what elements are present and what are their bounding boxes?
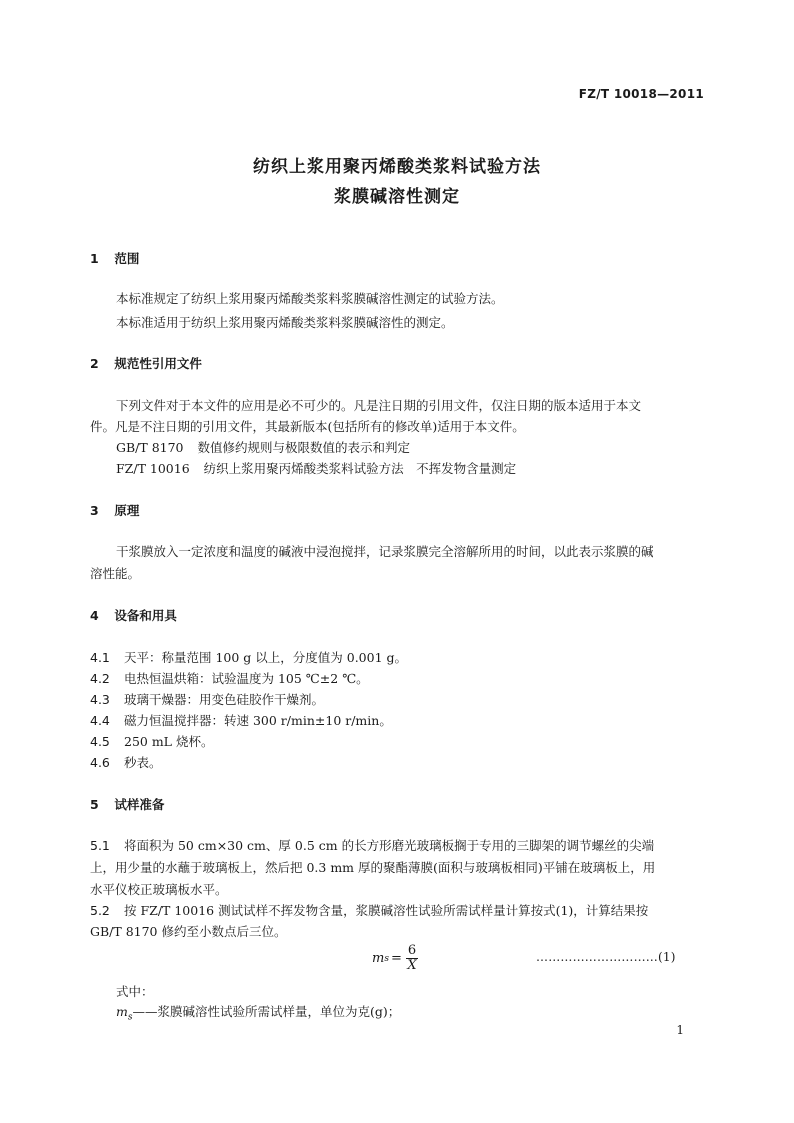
equipment-item [90,732,213,750]
formula-equals: = [390,951,402,966]
document-code: FZ/T 10018—2011 [578,87,704,101]
equipment-item [90,753,162,771]
paragraph-line: 上，用少量的水蘸于玻璃板上，然后把 0.3 mm 厚的聚酯薄膜(面积与玻璃板相同)平铺在玻璃板上，用 [90,860,656,875]
paragraph-line: 水平仪校正玻璃板水平。 [90,882,228,897]
paragraph: 本标准规定了纺织上浆用聚丙烯酸类浆料浆膜碱溶性测定的试验方法。 [116,291,504,306]
reference-code: FZ/T 10016 [116,461,190,476]
item-text: 电热恒温烘箱：试验温度为 105 ℃±2 ℃。 [124,671,369,686]
equipment-item [90,648,407,666]
formula-1 [372,944,418,973]
paragraph-line: 件。凡是不注日期的引用文件，其最新版本(包括所有的修改单)适用于本文件。 [90,419,525,434]
item-number: 4.6 [90,755,110,770]
document-title: 纺织上浆用聚丙烯酸类浆料试验方法 [253,157,541,177]
paragraph-line: 下列文件对于本文件的应用是必不可少的。凡是注日期的引用文件，仅注日期的版本适用于本文 [116,398,642,413]
formula-subscript: s [384,953,389,964]
variable-description: ——浆膜碱溶性试验所需试样量，单位为克(g)； [132,1004,401,1019]
clause-5-2-line [90,901,706,921]
equipment-item [90,669,369,687]
page-number: 1 [676,1023,684,1037]
reference-title: 纺织上浆用聚丙烯酸类浆料试验方法 不挥发物含量测定 [203,461,517,476]
where-label: 式中： [116,984,154,999]
normative-reference [116,438,716,458]
section-number: 2 [90,356,99,371]
clause-text: 将面积为 50 cm×30 cm、厚 0.5 cm 的长方形磨光玻璃板搁于专用的三脚架的调节螺丝的尖端 [124,838,655,853]
equipment-item [90,711,392,729]
section-number: 3 [90,503,99,518]
formula-symbol: m [372,951,385,966]
clause-number: 5.2 [90,903,110,918]
equation-number: …………………………(1) [536,950,676,964]
section-title: 范围 [114,251,140,266]
section-title: 试样准备 [114,797,165,812]
formula-fraction [406,944,418,973]
normative-reference [116,459,716,479]
variable-subscript: s [127,1012,133,1023]
section-4-heading [90,606,177,624]
section-number: 4 [90,608,99,623]
paragraph-line: 溶性能。 [90,566,141,581]
item-text: 250 mL 烧杯。 [124,734,214,749]
equipment-item [90,690,324,708]
item-text: 天平：称量范围 100 g 以上，分度值为 0.001 g。 [124,650,408,665]
reference-code: GB/T 8170 [116,440,184,455]
section-title: 规范性引用文件 [114,356,202,371]
variable-definition [116,1002,716,1028]
section-5-heading [90,795,164,813]
section-title: 设备和用具 [114,608,177,623]
section-3-heading [90,501,139,519]
reference-title: 数值修约规则与极限数值的表示和判定 [197,440,411,455]
item-number: 4.5 [90,734,110,749]
clause-text: 按 FZ/T 10016 测试试样不挥发物含量，浆膜碱溶性试验所需试样量计算按式(1)，计算结果按 [124,903,649,918]
item-number: 4.2 [90,671,110,686]
section-number: 5 [90,797,99,812]
item-text: 秒表。 [124,755,162,770]
document-subtitle: 浆膜碱溶性测定 [334,187,460,207]
item-text: 玻璃干燥器：用变色硅胶作干燥剂。 [124,692,325,707]
paragraph: 本标准适用于纺织上浆用聚丙烯酸类浆料浆膜碱溶性的测定。 [116,315,454,330]
paragraph-line: 干浆膜放入一定浓度和温度的碱液中浸泡搅拌，记录浆膜完全溶解所用的时间，以此表示浆膜的碱 [116,544,654,559]
fraction-denominator: X [407,958,417,973]
section-2-heading [90,354,202,372]
clause-number: 5.1 [90,838,110,853]
item-number: 4.4 [90,713,110,728]
item-text: 磁力恒温搅拌器：转速 300 r/min±10 r/min。 [124,713,392,728]
paragraph-line: GB/T 8170 修约至小数点后三位。 [90,924,287,939]
section-number: 1 [90,251,99,266]
fraction-numerator: 6 [407,943,417,958]
section-title: 原理 [114,503,140,518]
item-number: 4.3 [90,692,110,707]
section-1-heading [90,249,139,267]
item-number: 4.1 [90,650,110,665]
clause-5-1-line [90,836,706,856]
variable-symbol: m [116,1004,128,1019]
